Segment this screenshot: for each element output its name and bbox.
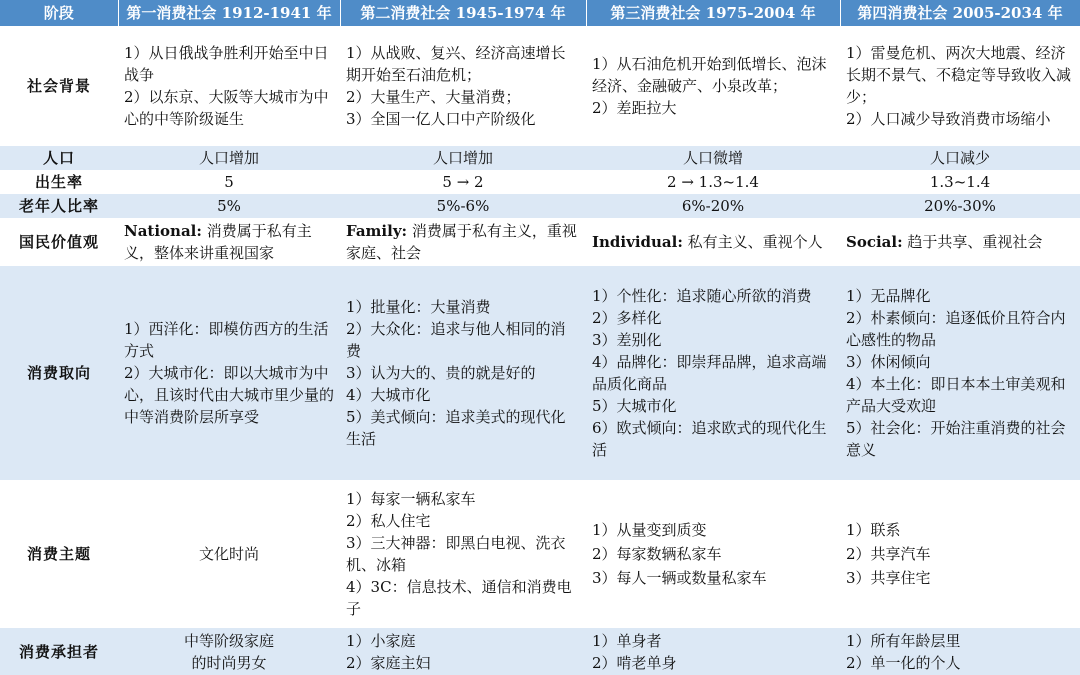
cell-era-1: 人口增加: [118, 146, 340, 170]
list-item: 3）每人一辆或数量私家车: [592, 569, 767, 587]
cell-era-4: 1.3~1.4: [840, 170, 1080, 194]
row-label: 社会背景: [0, 26, 118, 146]
list-item: 1）西洋化：即模仿西方的生活方式: [124, 320, 329, 360]
value-keyword: Individual:: [592, 233, 683, 251]
cell-era-1: 文化时尚: [118, 480, 340, 628]
cell-era-1: 5: [118, 170, 340, 194]
value-text: 消费属于私有主义，整体来讲重视国家: [124, 222, 312, 262]
row-label: 消费承担者: [0, 628, 118, 675]
list-item: 1）雷曼危机、两次大地震、经济长期不景气、不稳定等导致收入减少；: [846, 44, 1072, 106]
cell-era-1: [118, 266, 340, 480]
list-item: 1）联系: [846, 521, 901, 539]
list-item: 1）个性化：追求随心所欲的消费: [592, 287, 812, 305]
cell-era-2: [340, 26, 586, 146]
header-era-3: 第三消费社会 1975-2004 年: [586, 0, 840, 26]
header-era-4: 第四消费社会 2005-2034 年: [840, 0, 1080, 26]
cell-era-3: 人口微增: [586, 146, 840, 170]
value-text: 消费属于私有主义，重视家庭、社会: [346, 222, 577, 262]
list-item: 3）认为大的、贵的就是好的: [346, 364, 536, 382]
row-label: 人口: [0, 146, 118, 170]
list-item: 2）朴素倾向：追逐低价且符合内心感性的物品: [846, 309, 1066, 349]
list-item: 1）小家庭: [346, 631, 416, 650]
cell-era-3: [586, 480, 840, 628]
list-item: 4）品牌化：即崇拜品牌，追求高端品质化商品: [592, 353, 827, 393]
list-item: 2）大量生产、大量消费；: [346, 88, 521, 106]
cell-era-2: [340, 480, 586, 628]
cell-era-3: [586, 266, 840, 480]
list-item: 1）无品牌化: [846, 287, 931, 305]
list-item: 2）每家数辆私家车: [592, 545, 722, 563]
list-item: 3）差别化: [592, 331, 662, 349]
cell-era-3: 6%-20%: [586, 194, 840, 218]
row-consumption-bearer: [0, 628, 1080, 675]
cell-era-1: [118, 218, 340, 266]
list-item: 2）以东京、大阪等大城市为中心的中等阶级诞生: [124, 88, 329, 128]
header-era-2: 第二消费社会 1945-1974 年: [340, 0, 586, 26]
cell-era-4: 20%-30%: [840, 194, 1080, 218]
cell-era-2: [340, 628, 586, 675]
value-text: 私有主义、重视个人: [682, 233, 823, 251]
list-item: 1）从石油危机开始到低增长、泡沫经济、金融破产、小泉改革；: [592, 55, 827, 95]
list-item: 3）共享住宅: [846, 569, 931, 587]
row-label: 国民价值观: [0, 218, 118, 266]
cell-era-4: [840, 266, 1080, 480]
list-item: 2）私人住宅: [346, 512, 431, 530]
row-label: 出生率: [0, 170, 118, 194]
cell-era-4: [840, 480, 1080, 628]
row-national-values: [0, 218, 1080, 266]
list-item: 2）共享汽车: [846, 545, 931, 563]
row-social-background: [0, 26, 1080, 146]
list-item: 的时尚男女: [191, 653, 267, 672]
list-item: 2）啃老单身: [592, 653, 677, 672]
value-keyword: Social:: [846, 233, 903, 251]
list-item: 5）大城市化: [592, 397, 677, 415]
list-item: 2）家庭主妇: [346, 653, 431, 672]
row-label: 老年人比率: [0, 194, 118, 218]
header-stage: 阶段: [0, 0, 118, 26]
cell-era-3: 2 → 1.3~1.4: [586, 170, 840, 194]
cell-era-4: [840, 628, 1080, 675]
cell-era-2: 人口增加: [340, 146, 586, 170]
cell-era-1: [118, 26, 340, 146]
cell-era-3: [586, 628, 840, 675]
row-elderly-ratio: [0, 194, 1080, 218]
list-item: 2）差距拉大: [592, 99, 677, 117]
list-item: 1）单身者: [592, 631, 662, 650]
cell-era-3: [586, 218, 840, 266]
list-item: 1）所有年龄层里: [846, 631, 961, 650]
cell-era-2: 5 → 2: [340, 170, 586, 194]
value-text: 趋于共享、重视社会: [902, 233, 1043, 251]
list-item: 4）3C：信息技术、通信和消费电子: [346, 578, 572, 618]
list-item: 1）批量化：大量消费: [346, 298, 491, 316]
list-item: 5）社会化：开始注重消费的社会意义: [846, 419, 1066, 459]
list-item: 1）从日俄战争胜利开始至中日战争: [124, 44, 329, 84]
list-item: 4）大城市化: [346, 386, 431, 404]
row-birth-rate: [0, 170, 1080, 194]
list-item: 2）多样化: [592, 309, 662, 327]
row-consumption-preference: [0, 266, 1080, 480]
list-item: 2）人口减少导致消费市场缩小: [846, 110, 1051, 128]
cell-era-4: 人口减少: [840, 146, 1080, 170]
list-item: 3）三大神器：即黑白电视、洗衣机、冰箱: [346, 534, 566, 574]
header-era-1: 第一消费社会 1912-1941 年: [118, 0, 340, 26]
list-item: 2）单一化的个人: [846, 653, 961, 672]
row-population: [0, 146, 1080, 170]
cell-era-4: [840, 218, 1080, 266]
list-item: 3）休闲倾向: [846, 353, 931, 371]
cell-era-2: [340, 218, 586, 266]
list-item: 1）每家一辆私家车: [346, 490, 476, 508]
list-item: 3）全国一亿人口中产阶级化: [346, 110, 536, 128]
list-item: 中等阶级家庭: [183, 631, 274, 650]
list-item: 2）大众化：追求与他人相同的消费: [346, 320, 566, 360]
list-item: 1）从量变到质变: [592, 521, 707, 539]
value-keyword: National:: [124, 222, 202, 240]
list-item: 5）美式倾向：追求美式的现代化生活: [346, 408, 566, 448]
cell-era-1: 5%: [118, 194, 340, 218]
cell-era-3: [586, 26, 840, 146]
cell-era-2: [340, 266, 586, 480]
cell-era-2: 5%-6%: [340, 194, 586, 218]
list-item: 1）从战败、复兴、经济高速增长期开始至石油危机；: [346, 44, 566, 84]
row-label: 消费主题: [0, 480, 118, 628]
header-row: [0, 0, 1080, 26]
value-keyword: Family:: [346, 222, 408, 240]
list-item: 2）大城市化：即以大城市为中心，且该时代由大城市里少量的中等消费阶层所享受: [124, 364, 335, 426]
row-consumption-theme: [0, 480, 1080, 628]
list-item: 4）本土化：即日本本土审美观和产品大受欢迎: [846, 375, 1066, 415]
cell-era-4: [840, 26, 1080, 146]
list-item: 6）欧式倾向：追求欧式的现代化生活: [592, 419, 827, 459]
row-label: 消费取向: [0, 266, 118, 480]
cell-era-1: [118, 628, 340, 675]
